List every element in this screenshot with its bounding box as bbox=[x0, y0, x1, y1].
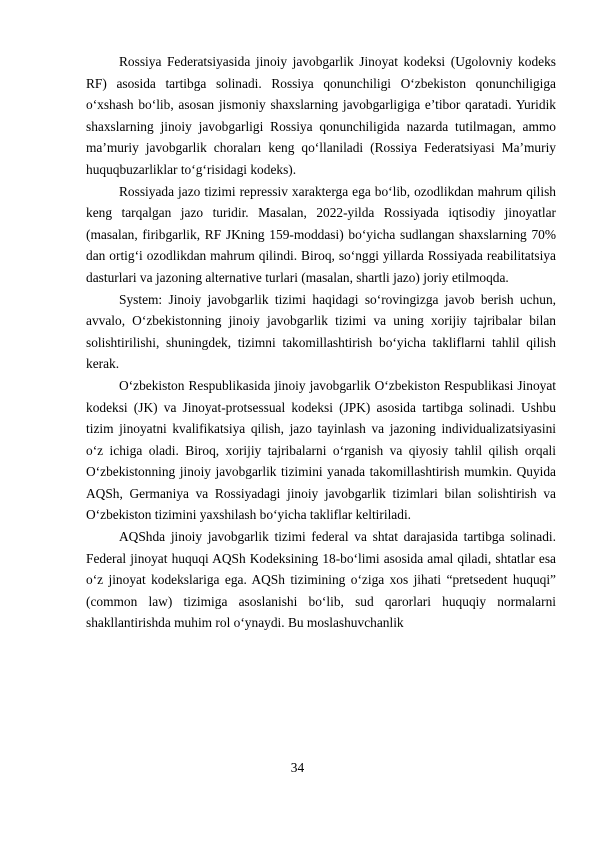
paragraph-usa-criminal-liability: AQShda jinoiy javobgarlik tizimi federal va shtat darajasida tartibga solinadi. Federal jinoyat huquqi AQSh Kodeksining 18-bo‘limi asosida amal qiladi, shtatlar esa o‘z jinoyat kodekslariga ega. AQSh tizimining o‘ziga xos jihati “pretsedent huquqi” (common law) tizimiga asoslanishi bo‘lib, sud qarorlari huquqiy normalarni shakllantirishda muhim rol o‘ynaydi. Bu moslashuvchanlik bbox=[86, 529, 556, 631]
paragraph-system-note: System: Jinoiy javobgarlik tizimi haqidagi so‘rovingizga javob berish uchun, avvalo, O‘zbekistonning jinoiy javobgarlik tizimi va uning xorijiy tajribalar bilan solishtirilishi, shuningdek, tizimni takomillashtirish bo‘yicha takliflarni tahlil qilish kerak. bbox=[86, 291, 556, 372]
page-number: 34 bbox=[290, 760, 305, 775]
paragraph-russia-punishment-system: Rossiyada jazo tizimi repressiv xarakterga ega bo‘lib, ozodlikdan mahrum qilish keng tarqalgan jazo turidir. Masalan, 2022-yilda Rossiyada iqtisodiy jinoyatlar (masalan, firibgarlik, RF JKning 159-moddasi) bo‘yicha sudlangan shaxslarning 70% dan ortig‘i ozodlikdan mahrum qilindi. Biroq, so‘nggi yillarda Rossiyada reabilitatsiya dasturlari va jazoning alternative turlari (masalan, shartli jazo) joriy etilmoqda. bbox=[86, 183, 556, 285]
document-body bbox=[86, 51, 556, 634]
paragraph-russia-criminal-code: Rossiya Federatsiyasida jinoiy javobgarlik Jinoyat kodeksi (Ugolovniy kodeks RF) asosida tartibga solinadi. Rossiya qonunchiligi O‘zbekiston qonunchiligiga o‘xshash bo‘lib, asosan jismoniy shaxslarning javobgarligiga e’tibor qaratadi. Yuridik shaxslarning jinoiy javobgarligi Rossiya qonunchiligida nazarda tutilmagan, ammo ma’muriy javobgarlik choraları keng qo‘llaniladi (Rossiya Federatsiyasi Ma’muriy huquqbuzarliklar to‘g‘risidagi kodeks). bbox=[86, 54, 556, 177]
paragraph-uzbekistan-criminal-liability: O‘zbekiston Respublikasida jinoiy javobgarlik O‘zbekiston Respublikasi Jinoyat kodeksi (JK) va Jinoyat-protsessual kodeksi (JPK) asosida tartibga solinadi. Ushbu tizim jinoyatni kvalifikatsiya qilish, jazo tayinlash va jazoning individualizatsiyasini o‘z ichiga oladi. Biroq, xorijiy tajribalarni o‘rganish va qiyosiy tahlil qilish orqali O‘zbekistonning jinoiy javobgarlik tizimini yanada takomillashtirish mumkin. Quyida AQSh, Germaniya va Rossiyadagi jinoiy javobgarlik tizimlari bilan solishtirish va O‘zbekiston tizimini yaxshilash bo‘yicha takliflar keltiriladi. bbox=[86, 377, 556, 523]
